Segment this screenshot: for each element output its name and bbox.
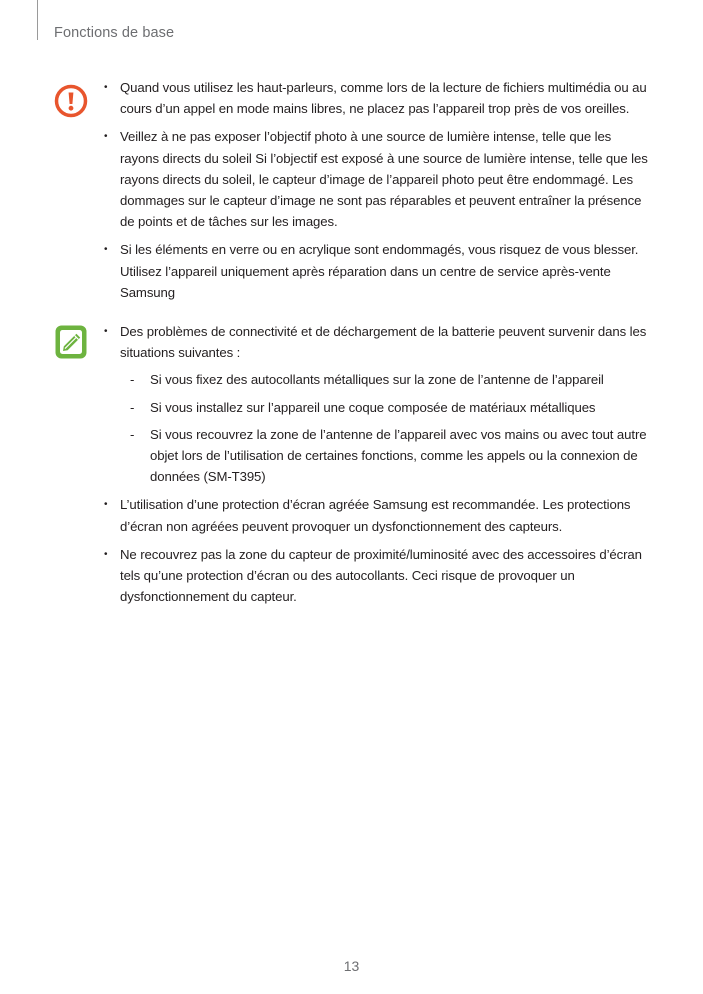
- note-subitem: - Si vous recouvrez la zone de l’antenne de l’appareil avec vos mains ou avec tout autre objet lors de l’utilisation de certaines fonctions, comme les appels ou la connexion de données (SM-T395): [120, 424, 649, 488]
- header-divider: [37, 0, 38, 40]
- note-list: [104, 321, 649, 614]
- note-item: [104, 321, 649, 487]
- warning-item: • Veillez à ne pas exposer l’objectif photo à une source de lumière intense, telle que les rayons directs du soleil Si l’objectif est exposé à une source de lumière intense, telle que les rayons directs du soleil, le capteur d’image de l’appareil photo peut être endommagé. Les dommages sur le capteur d’image ne sont pas réparables et peuvent entraîner la présence de points et de tâches sur les images.: [104, 126, 649, 232]
- note-item: • L’utilisation d’une protection d’écran agréée Samsung est recommandée. Les protections d’écran non agréées peuvent provoquer un dysfonctionnement des capteurs.: [104, 494, 649, 536]
- warning-item: • Quand vous utilisez les haut-parleurs, comme lors de la lecture de fichiers multimédia ou au cours d’un appel en mode mains libres, ne placez pas l’appareil trop près de vos oreilles.: [104, 77, 649, 119]
- note-subitem: - Si vous fixez des autocollants métalliques sur la zone de l’antenne de l’appareil: [120, 369, 649, 390]
- page-number: 13: [343, 958, 360, 974]
- caution-icon: [54, 84, 88, 118]
- warning-item: • Si les éléments en verre ou en acrylique sont endommagés, vous risquez de vous blesser. Utilisez l’appareil uniquement après réparation dans un centre de service après-vente Samsung: [104, 239, 649, 303]
- note-item-text: Des problèmes de connectivité et de déchargement de la batterie peuvent survenir dans les situations suivantes :: [120, 324, 647, 361]
- page-header-title: Fonctions de base: [54, 25, 175, 41]
- note-subitem: - Si vous installez sur l’appareil une coque composée de matériaux métalliques: [120, 397, 649, 418]
- note-sublist: [120, 369, 649, 487]
- warning-list: [104, 77, 649, 310]
- note-item: • Ne recouvrez pas la zone du capteur de proximité/luminosité avec des accessoires d’écran tels qu’une protection d’écran ou des autocollants. Ceci risque de provoquer un dysfonctionnement du capteur.: [104, 544, 649, 608]
- note-pencil-icon: [54, 324, 88, 358]
